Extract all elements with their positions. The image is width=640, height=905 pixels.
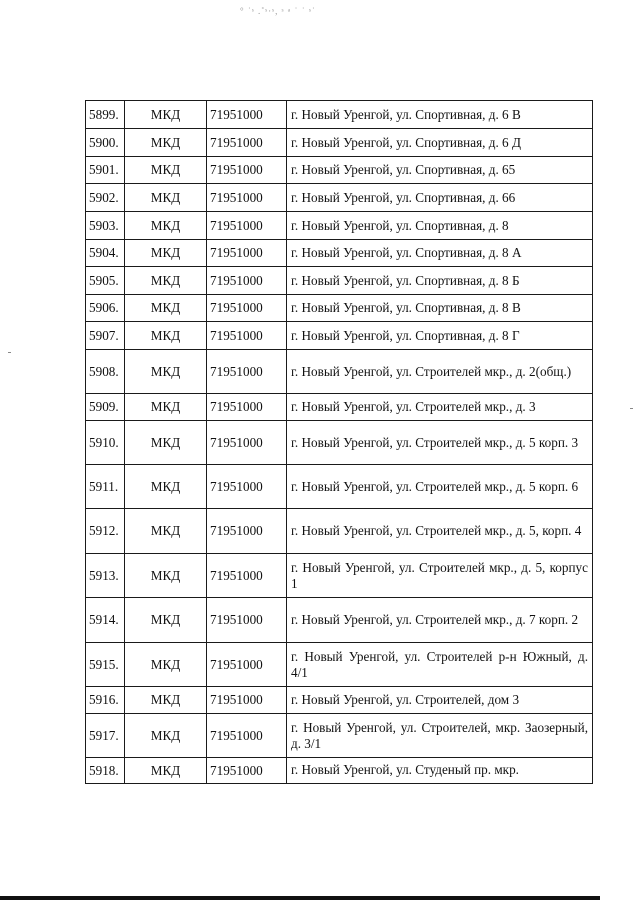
row-number-cell: 5906. <box>86 295 125 322</box>
object-type-cell: МКД <box>125 129 207 157</box>
oktmo-code-cell: 71951000 <box>207 758 287 784</box>
row-number-cell: 5899. <box>86 101 125 129</box>
address-cell: г. Новый Уренгой, ул. Строителей мкр., д. 5 корп. 3 <box>287 421 593 465</box>
row-number-cell: 5904. <box>86 240 125 267</box>
table-row <box>86 101 593 129</box>
table-row <box>86 267 593 295</box>
margin-mark <box>8 352 11 353</box>
object-type-cell: МКД <box>125 295 207 322</box>
object-type-cell: МКД <box>125 465 207 509</box>
buildings-table <box>85 100 593 784</box>
address-cell: г. Новый Уренгой, ул. Спортивная, д. 8 А <box>287 240 593 267</box>
object-type-cell: МКД <box>125 212 207 240</box>
table-row <box>86 509 593 554</box>
object-type-cell: МКД <box>125 394 207 421</box>
address-cell: г. Новый Уренгой, ул. Студеный пр. мкр. <box>287 758 593 784</box>
address-cell: г. Новый Уренгой, ул. Строителей мкр., д. 2(общ.) <box>287 350 593 394</box>
table-row <box>86 394 593 421</box>
address-cell: г. Новый Уренгой, ул. Спортивная, д. 8 В <box>287 295 593 322</box>
oktmo-code-cell: 71951000 <box>207 240 287 267</box>
table-row <box>86 643 593 687</box>
object-type-cell: МКД <box>125 554 207 598</box>
table-row <box>86 212 593 240</box>
table-row <box>86 322 593 350</box>
table-row <box>86 421 593 465</box>
row-number-cell: 5910. <box>86 421 125 465</box>
object-type-cell: МКД <box>125 714 207 758</box>
oktmo-code-cell: 71951000 <box>207 184 287 212</box>
row-number-cell: 5911. <box>86 465 125 509</box>
oktmo-code-cell: 71951000 <box>207 509 287 554</box>
oktmo-code-cell: 71951000 <box>207 212 287 240</box>
object-type-cell: МКД <box>125 322 207 350</box>
address-cell: г. Новый Уренгой, ул. Спортивная, д. 8 Г <box>287 322 593 350</box>
object-type-cell: МКД <box>125 687 207 714</box>
address-cell: г. Новый Уренгой, ул. Строителей мкр., д. 3 <box>287 394 593 421</box>
scan-artifact-text: ° ˙ˢ .˚ˢ·ˢ, ˢ ᵃ ˙ ˙ ˢ˙ <box>240 6 316 16</box>
address-cell: г. Новый Уренгой, ул. Спортивная, д. 65 <box>287 157 593 184</box>
row-number-cell: 5903. <box>86 212 125 240</box>
oktmo-code-cell: 71951000 <box>207 421 287 465</box>
page-bottom-edge <box>0 896 600 900</box>
table-row <box>86 554 593 598</box>
row-number-cell: 5914. <box>86 598 125 643</box>
oktmo-code-cell: 71951000 <box>207 295 287 322</box>
oktmo-code-cell: 71951000 <box>207 350 287 394</box>
oktmo-code-cell: 71951000 <box>207 598 287 643</box>
row-number-cell: 5917. <box>86 714 125 758</box>
row-number-cell: 5900. <box>86 129 125 157</box>
table-row <box>86 758 593 784</box>
table-row <box>86 714 593 758</box>
address-cell: г. Новый Уренгой, ул. Строителей мкр., д. 5, корп. 4 <box>287 509 593 554</box>
address-cell: г. Новый Уренгой, ул. Спортивная, д. 8 Б <box>287 267 593 295</box>
address-cell: г. Новый Уренгой, ул. Строителей, мкр. Заозерный, д. 3/1 <box>287 714 593 758</box>
address-cell: г. Новый Уренгой, ул. Строителей р-н Южный, д. 4/1 <box>287 643 593 687</box>
row-number-cell: 5909. <box>86 394 125 421</box>
address-cell: г. Новый Уренгой, ул. Спортивная, д. 6 Д <box>287 129 593 157</box>
row-number-cell: 5912. <box>86 509 125 554</box>
address-cell: г. Новый Уренгой, ул. Строителей мкр., д. 7 корп. 2 <box>287 598 593 643</box>
table-row <box>86 240 593 267</box>
oktmo-code-cell: 71951000 <box>207 322 287 350</box>
table-row <box>86 687 593 714</box>
object-type-cell: МКД <box>125 598 207 643</box>
object-type-cell: МКД <box>125 267 207 295</box>
object-type-cell: МКД <box>125 157 207 184</box>
object-type-cell: МКД <box>125 509 207 554</box>
oktmo-code-cell: 71951000 <box>207 129 287 157</box>
table-row <box>86 184 593 212</box>
object-type-cell: МКД <box>125 421 207 465</box>
row-number-cell: 5913. <box>86 554 125 598</box>
oktmo-code-cell: 71951000 <box>207 157 287 184</box>
oktmo-code-cell: 71951000 <box>207 101 287 129</box>
oktmo-code-cell: 71951000 <box>207 465 287 509</box>
object-type-cell: МКД <box>125 758 207 784</box>
oktmo-code-cell: 71951000 <box>207 267 287 295</box>
address-cell: г. Новый Уренгой, ул. Спортивная, д. 66 <box>287 184 593 212</box>
address-cell: г. Новый Уренгой, ул. Строителей мкр., д. 5 корп. 6 <box>287 465 593 509</box>
table-row <box>86 350 593 394</box>
oktmo-code-cell: 71951000 <box>207 554 287 598</box>
oktmo-code-cell: 71951000 <box>207 643 287 687</box>
object-type-cell: МКД <box>125 101 207 129</box>
address-cell: г. Новый Уренгой, ул. Строителей, дом 3 <box>287 687 593 714</box>
table-row <box>86 598 593 643</box>
oktmo-code-cell: 71951000 <box>207 714 287 758</box>
row-number-cell: 5902. <box>86 184 125 212</box>
address-cell: г. Новый Уренгой, ул. Спортивная, д. 6 В <box>287 101 593 129</box>
object-type-cell: МКД <box>125 184 207 212</box>
object-type-cell: МКД <box>125 350 207 394</box>
table-row <box>86 465 593 509</box>
row-number-cell: 5918. <box>86 758 125 784</box>
row-number-cell: 5901. <box>86 157 125 184</box>
margin-mark <box>630 408 633 409</box>
row-number-cell: 5905. <box>86 267 125 295</box>
row-number-cell: 5915. <box>86 643 125 687</box>
table-row <box>86 157 593 184</box>
row-number-cell: 5907. <box>86 322 125 350</box>
table-row <box>86 129 593 157</box>
object-type-cell: МКД <box>125 240 207 267</box>
object-type-cell: МКД <box>125 643 207 687</box>
oktmo-code-cell: 71951000 <box>207 394 287 421</box>
table-row <box>86 295 593 322</box>
row-number-cell: 5916. <box>86 687 125 714</box>
table-body <box>86 101 593 784</box>
oktmo-code-cell: 71951000 <box>207 687 287 714</box>
address-cell: г. Новый Уренгой, ул. Спортивная, д. 8 <box>287 212 593 240</box>
row-number-cell: 5908. <box>86 350 125 394</box>
address-cell: г. Новый Уренгой, ул. Строителей мкр., д. 5, корпус 1 <box>287 554 593 598</box>
